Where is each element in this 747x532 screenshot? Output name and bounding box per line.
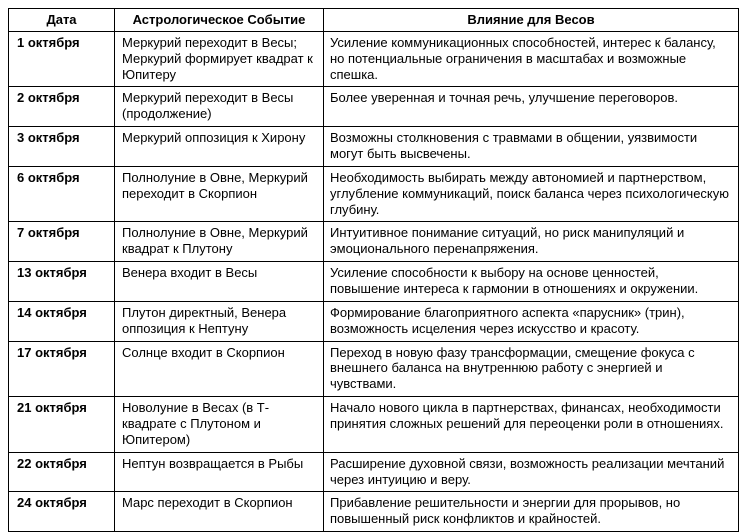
- table-row: [9, 301, 739, 341]
- table-row: [9, 341, 739, 397]
- event-cell: Марс переходит в Скорпион: [115, 492, 324, 532]
- date-cell: 21 октября: [9, 397, 115, 453]
- date-cell: 14 октября: [9, 301, 115, 341]
- influence-cell: Прибавление решительности и энергии для прорывов, но повышенный риск конфликтов и крайностей.: [324, 492, 739, 532]
- table-row: [9, 87, 739, 127]
- header-event: Астрологическое Событие: [115, 9, 324, 32]
- date-cell: 6 октября: [9, 166, 115, 222]
- event-cell: Венера входит в Весы: [115, 262, 324, 302]
- table-row: [9, 452, 739, 492]
- date-cell: 24 октября: [9, 492, 115, 532]
- table-row: [9, 492, 739, 532]
- date-cell: 2 октября: [9, 87, 115, 127]
- date-cell: 1 октября: [9, 31, 115, 87]
- influence-cell: Возможны столкновения с травмами в общении, уязвимости могут быть высвечены.: [324, 127, 739, 167]
- event-cell: Меркурий переходит в Весы (продолжение): [115, 87, 324, 127]
- table-body: [9, 31, 739, 531]
- date-cell: 13 октября: [9, 262, 115, 302]
- event-cell: Меркурий переходит в Весы; Меркурий формирует квадрат к Юпитеру: [115, 31, 324, 87]
- header-row: [9, 9, 739, 32]
- table-row: [9, 222, 739, 262]
- table-row: [9, 397, 739, 453]
- table-row: [9, 166, 739, 222]
- influence-cell: Усиление способности к выбору на основе ценностей, повышение интереса к гармонии в отношениях и окружении.: [324, 262, 739, 302]
- header-date: Дата: [9, 9, 115, 32]
- date-cell: 7 октября: [9, 222, 115, 262]
- table-row: [9, 127, 739, 167]
- event-cell: Полнолуние в Овне, Меркурий квадрат к Плутону: [115, 222, 324, 262]
- date-cell: 17 октября: [9, 341, 115, 397]
- table-row: [9, 31, 739, 87]
- influence-cell: Начало нового цикла в партнерствах, финансах, необходимости принятия сложных решений для переоценки роли в отношениях.: [324, 397, 739, 453]
- event-cell: Плутон директный, Венера оппозиция к Нептуну: [115, 301, 324, 341]
- astro-events-table: [8, 8, 739, 532]
- date-cell: 3 октября: [9, 127, 115, 167]
- date-cell: 22 октября: [9, 452, 115, 492]
- influence-cell: Формирование благоприятного аспекта «парусник» (трин), возможность исцеления через искусство и красоту.: [324, 301, 739, 341]
- table-row: [9, 262, 739, 302]
- header-influence: Влияние для Весов: [324, 9, 739, 32]
- influence-cell: Усиление коммуникационных способностей, интерес к балансу, но потенциальные ограничения в масштабах и возможные спешка.: [324, 31, 739, 87]
- event-cell: Меркурий оппозиция к Хирону: [115, 127, 324, 167]
- event-cell: Нептун возвращается в Рыбы: [115, 452, 324, 492]
- event-cell: Новолуние в Весах (в Т-квадрате с Плутоном и Юпитером): [115, 397, 324, 453]
- event-cell: Солнце входит в Скорпион: [115, 341, 324, 397]
- influence-cell: Необходимость выбирать между автономией и партнерством, углубление коммуникаций, поиск баланса через психологическую глубину.: [324, 166, 739, 222]
- influence-cell: Более уверенная и точная речь, улучшение переговоров.: [324, 87, 739, 127]
- influence-cell: Интуитивное понимание ситуаций, но риск манипуляций и эмоционального перенапряжения.: [324, 222, 739, 262]
- influence-cell: Переход в новую фазу трансформации, смещение фокуса с внешнего баланса на внутреннюю работу с энергией и чувствами.: [324, 341, 739, 397]
- event-cell: Полнолуние в Овне, Меркурий переходит в Скорпион: [115, 166, 324, 222]
- influence-cell: Расширение духовной связи, возможность реализации мечтаний через интуицию и веру.: [324, 452, 739, 492]
